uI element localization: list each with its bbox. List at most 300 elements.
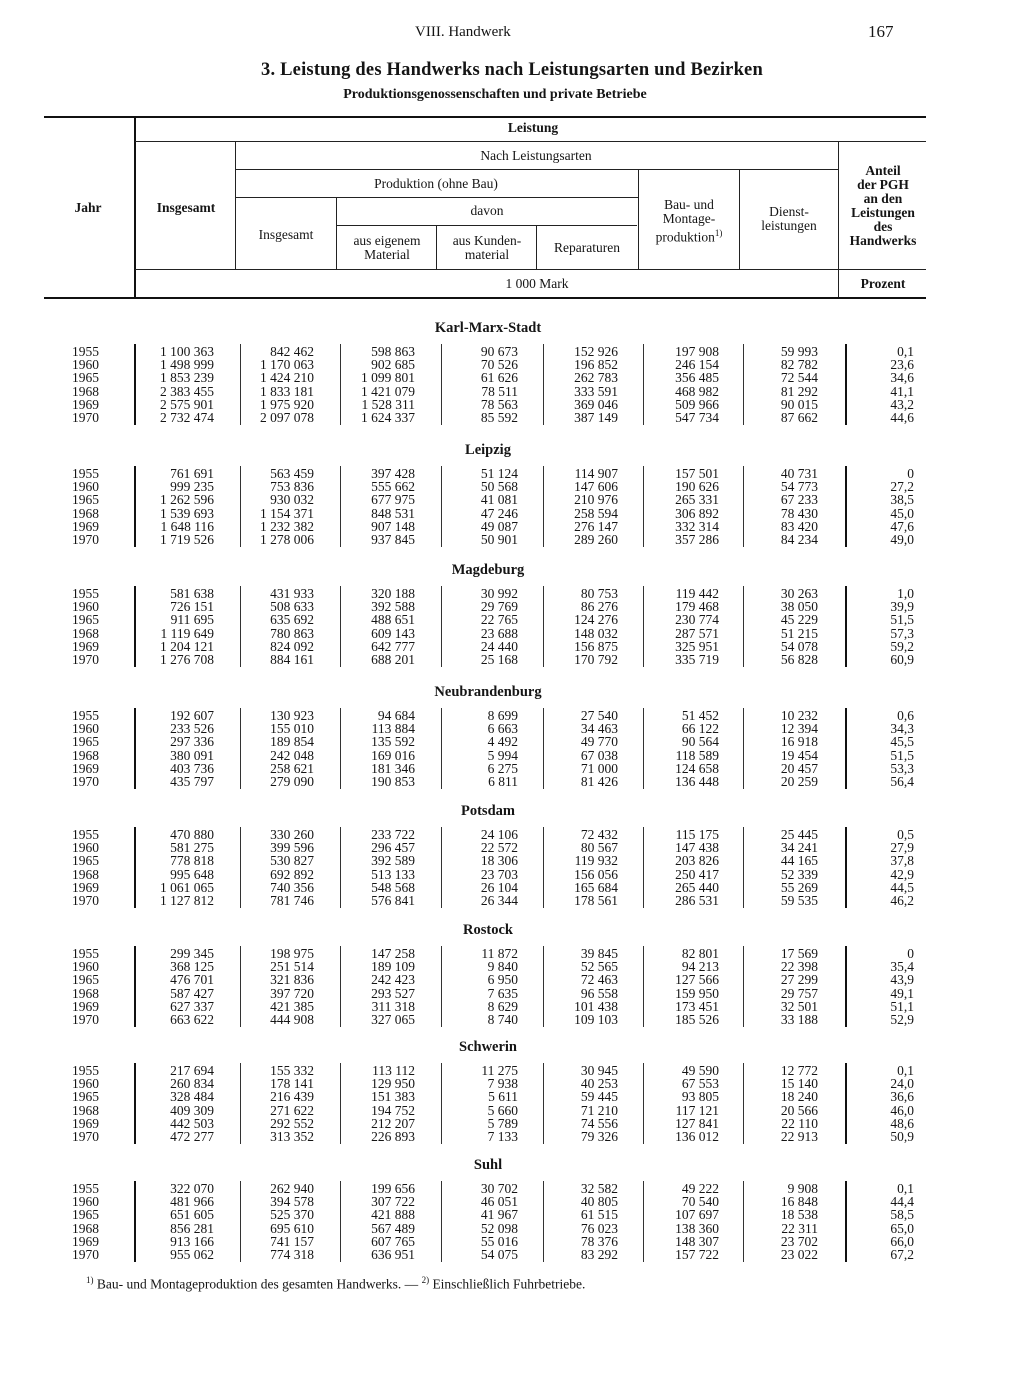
column-separator [643, 466, 644, 547]
cell-value: 20 566 [780, 1102, 818, 1118]
column-separator [340, 1063, 341, 1144]
col-aus-kundenmaterial-2: material [464, 247, 510, 262]
cell-value: 856 281 [170, 1220, 214, 1236]
cell-value: 50,9 [890, 1129, 914, 1144]
cell-value: 34,6 [890, 370, 914, 386]
cell-value: 1 204 121 [160, 638, 214, 654]
column-separator [743, 586, 744, 667]
cell-year: 1960 [72, 599, 99, 615]
column-separator [441, 586, 442, 667]
cell-value: 47,6 [890, 518, 914, 534]
cell-value: 581 275 [170, 840, 214, 856]
cell-value: 1 278 006 [260, 532, 314, 547]
column-separator [441, 1181, 442, 1262]
cell-value: 23 702 [780, 1233, 818, 1249]
cell-value: 1 648 116 [160, 518, 214, 534]
cell-value: 444 908 [270, 1012, 314, 1027]
cell-value: 190 626 [675, 479, 719, 495]
rule [236, 169, 838, 170]
cell-value: 17 569 [780, 946, 818, 961]
table-row [0, 1000, 1024, 1013]
col-bau-footnote-mark: 1) [714, 228, 723, 238]
table-row [0, 1235, 1024, 1248]
cell-value: 129 950 [371, 1076, 415, 1092]
column-separator [543, 1181, 544, 1262]
cell-value: 258 621 [270, 760, 314, 776]
cell-value: 40 253 [580, 1076, 618, 1092]
column-separator [845, 1181, 847, 1262]
cell-value: 70 540 [681, 1194, 719, 1210]
column-separator [643, 946, 644, 1027]
cell-year: 1965 [72, 734, 99, 750]
cell-value: 6 663 [487, 721, 518, 737]
cell-value: 52 565 [580, 959, 618, 975]
cell-value: 26 104 [480, 879, 518, 895]
cell-value: 27 540 [580, 708, 618, 723]
column-separator [743, 827, 744, 908]
table-row [0, 1182, 1024, 1195]
section-title: Schwerin [459, 1039, 517, 1055]
cell-value: 1 853 239 [160, 370, 214, 386]
column-separator [845, 466, 847, 547]
table-row [0, 1077, 1024, 1090]
cell-value: 0 [907, 466, 914, 481]
cell-value: 51 124 [480, 466, 518, 481]
cell-value: 61 515 [580, 1207, 618, 1223]
col-bau-3-text: produktion [655, 229, 715, 245]
cell-value: 35,4 [890, 959, 914, 975]
cell-value: 118 589 [675, 747, 719, 763]
cell-value: 78 430 [780, 505, 818, 521]
cell-value: 907 148 [371, 518, 415, 534]
cell-value: 216 439 [270, 1089, 314, 1105]
cell-value: 49,0 [890, 532, 914, 547]
cell-value: 46 051 [480, 1194, 518, 1210]
cell-year: 1968 [72, 625, 99, 641]
cell-value: 56,4 [890, 774, 914, 789]
column-separator [845, 586, 847, 667]
cell-year: 1960 [72, 357, 99, 373]
column-separator [134, 586, 136, 667]
cell-value: 488 651 [371, 612, 415, 628]
cell-value: 306 892 [675, 505, 719, 521]
cell-value: 29 757 [780, 985, 818, 1001]
cell-value: 5 789 [487, 1115, 518, 1131]
cell-value: 48,6 [890, 1115, 914, 1131]
cell-value: 651 605 [170, 1207, 214, 1223]
cell-value: 159 950 [675, 985, 719, 1001]
section-title: Neubrandenburg [434, 684, 542, 700]
table-row [0, 1222, 1024, 1235]
cell-value: 20 259 [780, 774, 818, 789]
table-row [0, 762, 1024, 775]
cell-value: 397 720 [270, 985, 314, 1001]
cell-value: 49 770 [580, 734, 618, 750]
table-row [0, 358, 1024, 371]
cell-value: 9 840 [487, 959, 518, 975]
cell-value: 59 535 [780, 893, 818, 908]
cell-value: 242 423 [371, 972, 415, 988]
cell-value: 178 141 [270, 1076, 314, 1092]
cell-year: 1970 [72, 893, 99, 908]
cell-value: 313 352 [270, 1129, 314, 1144]
column-separator [441, 344, 442, 425]
cell-value: 468 982 [675, 383, 719, 399]
cell-value: 130 923 [270, 708, 314, 723]
cell-year: 1960 [72, 721, 99, 737]
cell-value: 262 940 [270, 1181, 314, 1196]
table-row [0, 973, 1024, 986]
cell-value: 435 797 [170, 774, 214, 789]
cell-value: 55 016 [480, 1233, 518, 1249]
cell-value: 72 463 [580, 972, 618, 988]
col-anteil-5: des [873, 219, 893, 234]
cell-year: 1960 [72, 1194, 99, 1210]
cell-value: 189 854 [270, 734, 314, 750]
cell-value: 260 834 [170, 1076, 214, 1092]
cell-value: 81 426 [580, 774, 618, 789]
table-row [0, 371, 1024, 384]
cell-value: 19 454 [780, 747, 818, 763]
footnote [86, 1275, 585, 1293]
cell-value: 930 032 [270, 492, 314, 508]
cell-value: 677 975 [371, 492, 415, 508]
cell-value: 30 702 [480, 1181, 518, 1196]
column-separator [134, 827, 136, 908]
cell-value: 80 567 [580, 840, 618, 856]
cell-value: 86 276 [580, 599, 618, 615]
cell-year: 1955 [72, 1063, 99, 1078]
cell-value: 911 695 [170, 612, 214, 628]
cell-value: 780 863 [270, 625, 314, 641]
column-separator [340, 946, 341, 1027]
cell-value: 627 337 [170, 998, 214, 1014]
cell-value: 94 213 [681, 959, 719, 975]
cell-value: 156 056 [574, 866, 618, 882]
cell-value: 368 125 [170, 959, 214, 975]
cell-value: 32 501 [780, 998, 818, 1014]
cell-value: 509 966 [675, 396, 719, 412]
table-row [0, 854, 1024, 867]
column-separator [441, 1063, 442, 1144]
column-separator [134, 1181, 136, 1262]
cell-value: 16 848 [780, 1194, 818, 1210]
cell-value: 41 967 [480, 1207, 518, 1223]
col-bau-2: Montage- [662, 211, 716, 226]
column-separator [240, 344, 241, 425]
cell-value: 913 166 [170, 1233, 214, 1249]
col-leistung: Leistung [507, 120, 559, 135]
column-separator [643, 1063, 644, 1144]
cell-value: 33 188 [780, 1012, 818, 1027]
cell-value: 607 765 [371, 1233, 415, 1249]
cell-value: 45,0 [890, 505, 914, 521]
cell-value: 72 432 [580, 827, 618, 842]
cell-year: 1955 [72, 466, 99, 481]
cell-value: 16 918 [780, 734, 818, 750]
cell-value: 25 445 [780, 827, 818, 842]
cell-value: 1 061 065 [160, 879, 214, 895]
cell-value: 321 836 [270, 972, 314, 988]
cell-year: 1969 [72, 1233, 99, 1249]
cell-value: 79 326 [580, 1129, 618, 1144]
cell-value: 250 417 [675, 866, 719, 882]
col-dienst-1: Dienst- [769, 204, 809, 219]
cell-value: 34,3 [890, 721, 914, 737]
header-divider [134, 116, 136, 298]
table-row [0, 507, 1024, 520]
cell-value: 85 592 [480, 410, 518, 425]
rule [236, 197, 638, 198]
column-separator [240, 586, 241, 667]
cell-value: 6 275 [487, 760, 518, 776]
column-separator [340, 827, 341, 908]
cell-value: 1 975 920 [260, 396, 314, 412]
cell-value: 251 514 [270, 959, 314, 975]
cell-value: 41 081 [480, 492, 518, 508]
table-row [0, 894, 1024, 907]
section-title: Potsdam [461, 803, 515, 819]
cell-year: 1955 [72, 946, 99, 961]
cell-value: 233 526 [170, 721, 214, 737]
section-title: Magdeburg [451, 562, 525, 578]
cell-value: 530 827 [270, 853, 314, 869]
cell-value: 297 336 [170, 734, 214, 750]
cell-value: 45 229 [780, 612, 818, 628]
cell-value: 265 440 [675, 879, 719, 895]
cell-value: 45,5 [890, 734, 914, 750]
cell-value: 563 459 [270, 466, 314, 481]
cell-value: 113 884 [371, 721, 415, 737]
column-separator [543, 466, 544, 547]
cell-value: 136 448 [675, 774, 719, 789]
column-separator [441, 946, 442, 1027]
column-separator [340, 344, 341, 425]
cell-value: 299 345 [170, 946, 214, 961]
cell-year: 1969 [72, 638, 99, 654]
cell-value: 38 050 [780, 599, 818, 615]
table-row [0, 533, 1024, 546]
rule [838, 141, 839, 298]
cell-value: 279 090 [270, 774, 314, 789]
cell-value: 83 292 [580, 1247, 618, 1262]
table-row [0, 398, 1024, 411]
cell-value: 5 611 [488, 1089, 518, 1105]
cell-value: 34 463 [580, 721, 618, 737]
cell-year: 1955 [72, 344, 99, 359]
cell-value: 824 092 [270, 638, 314, 654]
column-separator [543, 344, 544, 425]
cell-value: 587 427 [170, 985, 214, 1001]
cell-year: 1955 [72, 1181, 99, 1196]
cell-value: 18 240 [780, 1089, 818, 1105]
column-separator [240, 1063, 241, 1144]
cell-value: 136 012 [675, 1129, 719, 1144]
cell-value: 1,0 [897, 586, 914, 601]
cell-value: 421 888 [371, 1207, 415, 1223]
cell-value: 179 468 [675, 599, 719, 615]
cell-value: 44,4 [890, 1194, 914, 1210]
cell-value: 6 950 [487, 972, 518, 988]
cell-value: 0,1 [897, 1181, 914, 1196]
cell-value: 22 311 [781, 1220, 818, 1236]
cell-value: 49,1 [890, 985, 914, 1001]
cell-value: 127 841 [675, 1115, 719, 1131]
cell-value: 66,0 [890, 1233, 914, 1249]
cell-value: 1 276 708 [160, 652, 214, 667]
cell-value: 59 445 [580, 1089, 618, 1105]
cell-value: 115 175 [675, 827, 719, 842]
cell-value: 688 201 [371, 652, 415, 667]
cell-year: 1968 [72, 1102, 99, 1118]
table-row [0, 1208, 1024, 1221]
cell-value: 547 734 [675, 410, 719, 425]
table-row [0, 627, 1024, 640]
table-row [0, 520, 1024, 533]
cell-value: 147 606 [574, 479, 618, 495]
cell-value: 271 622 [270, 1102, 314, 1118]
cell-value: 46,0 [890, 1102, 914, 1118]
column-separator [441, 708, 442, 789]
cell-value: 23 688 [480, 625, 518, 641]
cell-value: 119 932 [574, 853, 618, 869]
cell-value: 194 752 [371, 1102, 415, 1118]
col-bau-1: Bau- und [664, 197, 714, 212]
table-row [0, 613, 1024, 626]
cell-value: 442 503 [170, 1115, 214, 1131]
cell-value: 781 746 [270, 893, 314, 908]
cell-value: 27 299 [780, 972, 818, 988]
table-row [0, 467, 1024, 480]
table-row [0, 1104, 1024, 1117]
cell-value: 7 938 [487, 1076, 518, 1092]
column-separator [134, 344, 136, 425]
rule [135, 141, 926, 142]
cell-value: 576 841 [371, 893, 415, 908]
cell-value: 409 309 [170, 1102, 214, 1118]
cell-value: 230 774 [675, 612, 719, 628]
column-separator [743, 946, 744, 1027]
table-row [0, 385, 1024, 398]
cell-value: 96 558 [580, 985, 618, 1001]
cell-value: 18 538 [780, 1207, 818, 1223]
column-separator [845, 946, 847, 1027]
table-row [0, 841, 1024, 854]
cell-value: 663 622 [170, 1012, 214, 1027]
table-row [0, 881, 1024, 894]
column-separator [845, 708, 847, 789]
cell-value: 262 783 [574, 370, 618, 386]
table-header [0, 0, 1024, 300]
col-anteil-2: der PGH [857, 177, 909, 192]
cell-value: 999 235 [170, 479, 214, 495]
cell-value: 246 154 [675, 357, 719, 373]
cell-value: 181 346 [371, 760, 415, 776]
cell-value: 6 811 [488, 774, 518, 789]
cell-value: 598 863 [371, 344, 415, 359]
column-separator [240, 946, 241, 1027]
cell-value: 192 607 [170, 708, 214, 723]
col-anteil-3: an den [863, 191, 903, 206]
cell-value: 44,5 [890, 879, 914, 895]
cell-value: 49 222 [681, 1181, 719, 1196]
cell-value: 52 098 [480, 1220, 518, 1236]
cell-value: 0,6 [897, 708, 914, 723]
cell-value: 289 260 [574, 532, 618, 547]
cell-year: 1960 [72, 959, 99, 975]
cell-value: 66 122 [681, 721, 719, 737]
cell-value: 555 662 [371, 479, 415, 495]
cell-value: 43,2 [890, 396, 914, 412]
cell-value: 65,0 [890, 1220, 914, 1236]
cell-value: 101 438 [574, 998, 618, 1014]
cell-value: 332 314 [675, 518, 719, 534]
cell-value: 778 818 [170, 853, 214, 869]
cell-value: 135 592 [371, 734, 415, 750]
col-aus-kundenmaterial-1: aus Kunden- [452, 233, 522, 248]
col-anteil-1: Anteil [865, 163, 901, 178]
cell-value: 44 165 [780, 853, 818, 869]
cell-value: 481 966 [170, 1194, 214, 1210]
section-title: Karl-Marx-Stadt [434, 320, 542, 336]
cell-value: 80 753 [580, 586, 618, 601]
cell-value: 8 629 [487, 998, 518, 1014]
cell-value: 157 722 [675, 1247, 719, 1262]
cell-value: 44,6 [890, 410, 914, 425]
section-title: Rostock [463, 922, 513, 938]
cell-value: 56 828 [780, 652, 818, 667]
cell-value: 397 428 [371, 466, 415, 481]
cell-value: 189 109 [371, 959, 415, 975]
cell-value: 198 975 [270, 946, 314, 961]
cell-value: 190 853 [371, 774, 415, 789]
cell-value: 43,9 [890, 972, 914, 988]
cell-value: 15 140 [780, 1076, 818, 1092]
cell-value: 74 556 [580, 1115, 618, 1131]
cell-value: 22 572 [480, 840, 518, 856]
cell-value: 82 801 [681, 946, 719, 961]
cell-year: 1968 [72, 985, 99, 1001]
col-nach-leistungsarten: Nach Leistungsarten [480, 148, 592, 163]
cell-value: 24,0 [890, 1076, 914, 1092]
cell-year: 1955 [72, 586, 99, 601]
cell-value: 67,2 [890, 1247, 914, 1262]
cell-value: 476 701 [170, 972, 214, 988]
cell-value: 1 498 999 [160, 357, 214, 373]
table-row [0, 1090, 1024, 1103]
cell-value: 90 564 [681, 734, 719, 750]
cell-value: 25 168 [480, 652, 518, 667]
col-reparaturen: Reparaturen [554, 240, 620, 255]
cell-value: 472 277 [170, 1129, 214, 1144]
cell-value: 185 526 [675, 1012, 719, 1027]
cell-value: 30 992 [480, 586, 518, 601]
cell-value: 30 263 [780, 586, 818, 601]
col-davon: davon [470, 203, 504, 218]
cell-value: 78 563 [480, 396, 518, 412]
cell-value: 1 528 311 [361, 396, 415, 412]
cell-value: 156 875 [574, 638, 618, 654]
cell-value: 1 232 382 [260, 518, 314, 534]
cell-value: 148 307 [675, 1233, 719, 1249]
column-separator [743, 466, 744, 547]
cell-value: 169 016 [371, 747, 415, 763]
cell-value: 320 188 [371, 586, 415, 601]
header-bottom-rule [44, 297, 926, 299]
cell-value: 1 154 371 [260, 505, 314, 521]
cell-value: 67 038 [580, 747, 618, 763]
column-separator [134, 1063, 136, 1144]
